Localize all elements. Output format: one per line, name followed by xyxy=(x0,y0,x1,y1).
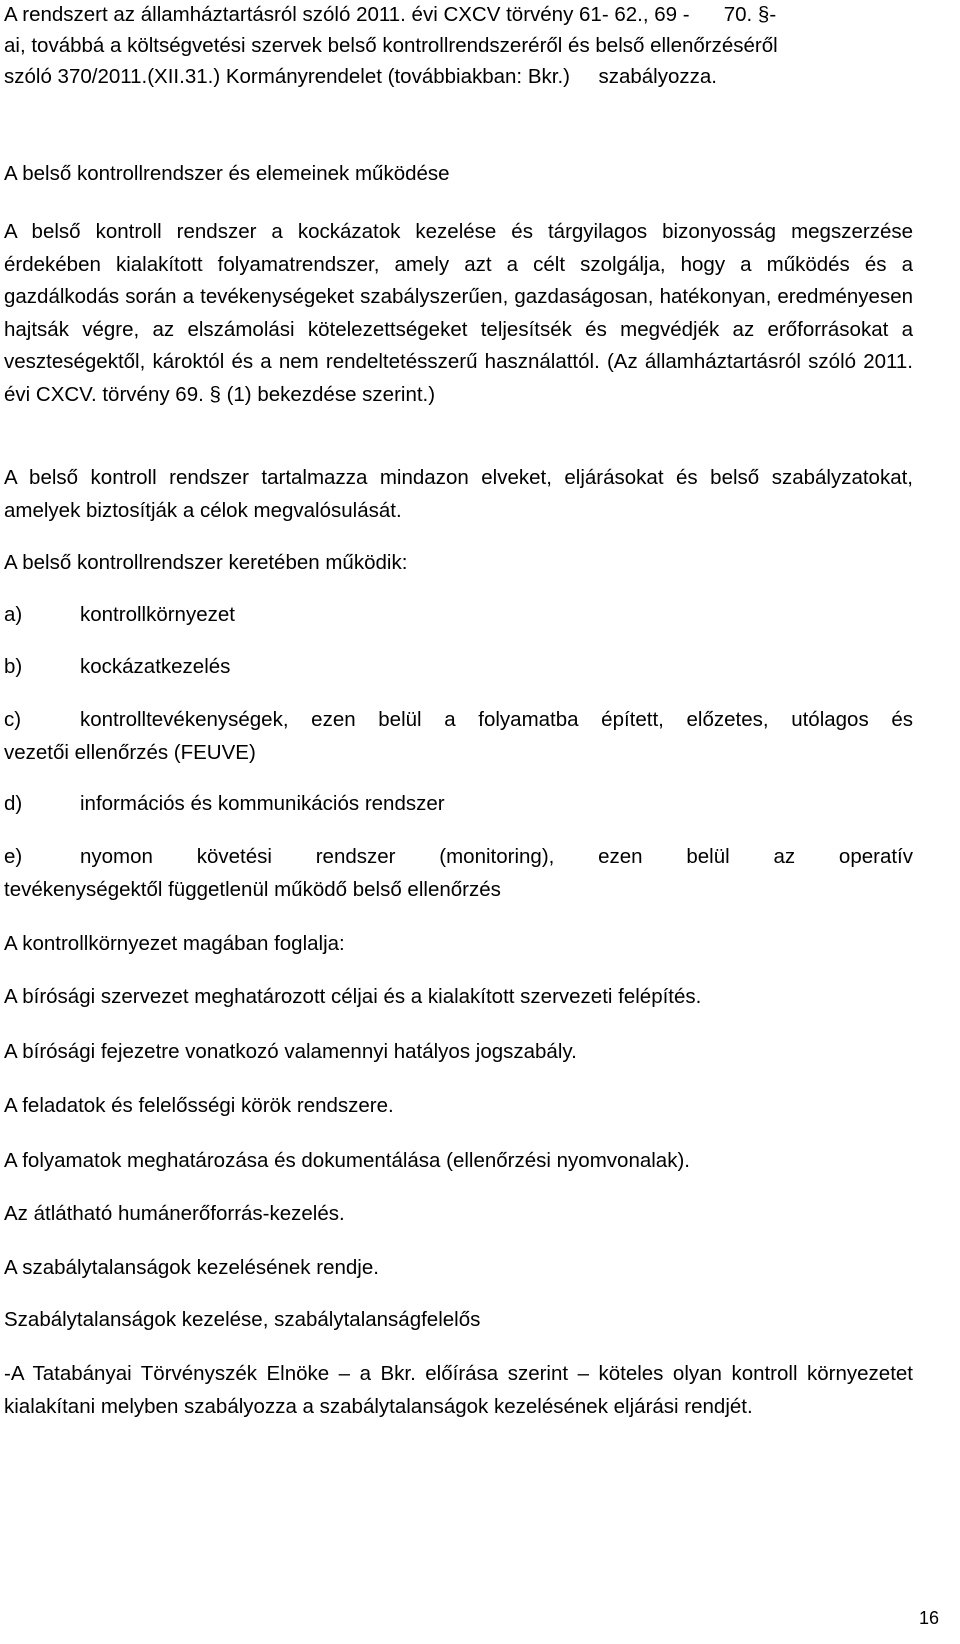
paragraph-internal-control-contents: A belső kontroll rendszer tartalmazza mindazon elveket, eljárásokat és belső szabályzatokat, amelyek biztosítják a célok megvalósulását. xyxy=(4,466,913,522)
environment-item: A folyamatok meghatározása és dokumentálása (ellenőrzési nyomvonalak). xyxy=(4,1149,690,1172)
intro-paragraph xyxy=(4,0,913,92)
component-item xyxy=(4,788,913,821)
environment-item: A bírósági szervezet meghatározott céljai és a kialakított szervezeti felépítés. xyxy=(4,985,702,1008)
component-text: kockázatkezelés xyxy=(80,655,231,678)
component-item xyxy=(4,841,913,906)
component-item xyxy=(4,651,913,684)
component-text: kontrollkörnyezet xyxy=(80,603,235,626)
paragraph-internal-control-definition: A belső kontroll rendszer a kockázatok kezelése és tárgyilagos bizonyosság megszerzése érdekében kialakított folyamatrendszer, amely azt a célt szolgálja, hogy a működés és a gazdálkodás során a tevékenységeket szabályszerűen, gazdaságosan, hatékonyan, eredményesen hajtsák végre, az elszámolási kötelezettségeket teljesítsék és megvédjék az erőforrásokat a veszteségektől, károktól és a nem rendeltetésszerű használattól. (Az államháztartásról szóló 2011. évi CXCV. törvény 69. § (1) bekezdése szerint.) xyxy=(4,220,913,406)
section-heading: A belső kontrollrendszer és elemeinek működése xyxy=(4,162,450,185)
environment-item: A bírósági fejezetre vonatkozó valamennyi hatályos jogszabály. xyxy=(4,1040,577,1063)
page-number: 16 xyxy=(918,1608,939,1628)
component-item xyxy=(4,704,913,769)
environment-item: A szabálytalanságok kezelésének rendje. xyxy=(4,1256,379,1279)
component-text-continued: tevékenységektől függetlenül működő belső ellenőrzés xyxy=(4,877,501,901)
component-text-continued: vezetői ellenőrzés (FEUVE) xyxy=(4,740,256,764)
component-label: b) xyxy=(4,655,23,678)
component-label: a) xyxy=(4,603,23,626)
intro-line-1: A rendszert az államháztartásról szóló 2011. évi CXCV törvény 61- 62., 69 - 70. §- xyxy=(4,3,777,26)
component-label: c) xyxy=(4,708,22,731)
intro-line-2: ai, továbbá a költségvetési szervek belső kontrollrendszeréről és belső ellenőrzéséről xyxy=(4,34,778,57)
component-item xyxy=(4,599,913,632)
environment-item: Az átlátható humánerőforrás-kezelés. xyxy=(4,1202,345,1225)
component-text: információs és kommunikációs rendszer xyxy=(80,792,445,815)
environment-intro: A kontrollkörnyezet magában foglalja: xyxy=(4,932,345,955)
environment-item: A feladatok és felelősségi körök rendszere. xyxy=(4,1094,394,1117)
component-label: e) xyxy=(4,845,23,868)
intro-line-3: szóló 370/2011.(XII.31.) Kormányrendelet (továbbiakban: Bkr.) szabályozza. xyxy=(4,65,717,88)
component-label: d) xyxy=(4,792,23,815)
component-text: nyomon követési rendszer (monitoring), ezen belül az operatív xyxy=(80,845,913,868)
final-paragraph: -A Tatabányai Törvényszék Elnöke – a Bkr. előírása szerint – köteles olyan kontroll környezetet kialakítani melyben szabályozza a szabálytalanságok kezelésének eljárási rendjét. xyxy=(4,1362,913,1418)
components-intro: A belső kontrollrendszer keretében működik: xyxy=(4,551,408,574)
component-text: kontrolltevékenységek, ezen belül a folyamatba épített, előzetes, utólagos és xyxy=(80,708,913,731)
irregularity-heading: Szabálytalanságok kezelése, szabálytalanságfelelős xyxy=(4,1308,481,1331)
